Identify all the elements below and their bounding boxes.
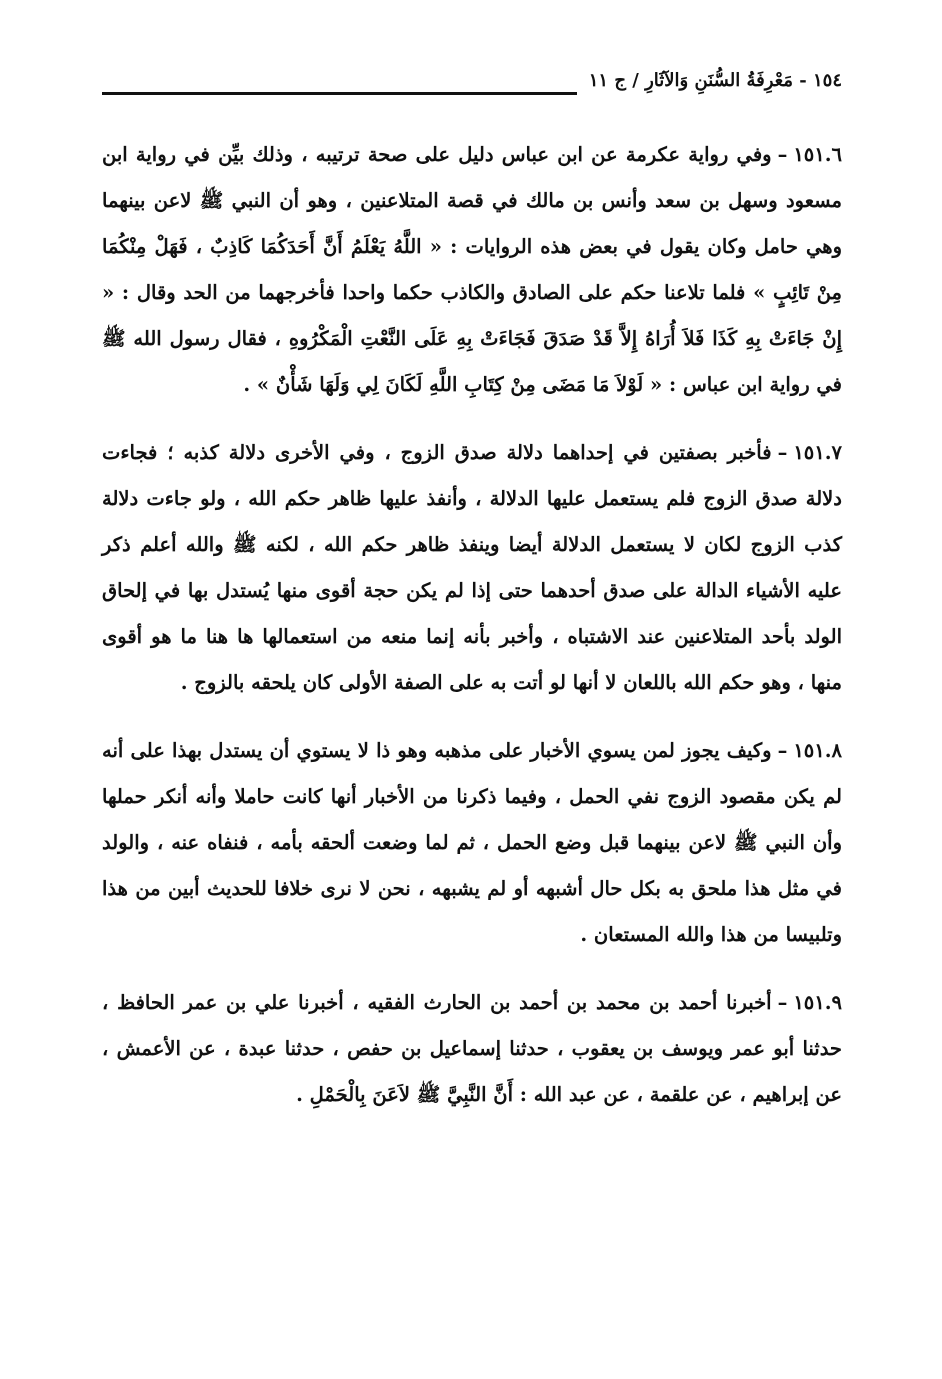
paragraph-number: ١٥١.٨ [793,739,842,762]
paragraph-number: ١٥١.٩ [793,991,842,1014]
paragraph-151-8 [102,728,842,958]
paragraph-text: فأخبر بصفتين في إحداهما دلالة صدق الزوج ، وفي الأخرى دلالة كذبه ؛ فجاءت دلالة صدق الزوج فلم يستعمل عليها الدلالة ، وأنفذ عليها ظاهر حكم الله ، ولو جاءت دلالة كذب الزوج لكان لا يستعمل الدلالة أيضا وينفذ ظاهر حكم الله ، لكنه ﷺ والله أعلم ذكر عليه الأشياء الدالة على صدق أحدهما حتى إذا لم يكن حجة أقوى منها يُستدل بها في إلحاق الولد بأحد المتلاعنين عند الاشتباه ، وأخبر بأنه إنما منعه من استعمالها ها هنا ما هو أقوى منها ، وهو حكم الله باللعان لا أنها لو أتت به على الصفة الأولى كان يلحقه بالزوج . [102,441,842,694]
paragraph-number: ١٥١.٦ [793,143,842,166]
paragraph-dash: – [777,441,788,464]
page-header [102,70,842,102]
paragraph-dash: – [777,143,788,166]
paragraph-text: وكيف يجوز لمن يسوي الأخبار على مذهبه وهو ذا لا يستوي أن يستدل بهذا على أنه لم يكن مقصود الزوج نفي الحمل ، وفيما ذكرنا من الأخبار أنها كانت حاملا وأنه أنكر حملها وأن النبي ﷺ لاعن بينهما قبل وضع الحمل ، ثم لما وضعت ألحقه بأمه ، فنفاه عنه ، والولد في مثل هذا ملحق به بكل حال أشبهه أو لم يشبهه ، نحن لا نرى خلافا للحديث أبين من هذا وتلبيسا من هذا والله المستعان . [102,739,842,946]
paragraph-text: وفي رواية عكرمة عن ابن عباس دليل على صحة ترتيبه ، وذلك بيِّن في رواية ابن مسعود وسهل بن سعد وأنس بن مالك في قصة المتلاعنين ، وهو أن النبي ﷺ لاعن بينهما وهي حامل وكان يقول في بعض هذه الروايات : « اللَّهُ يَعْلَمُ أَنَّ أَحَدَكُمَا كَاذِبٌ ، فَهَلْ مِنْكُمَا مِنْ تَائِبٍ » فلما تلاعنا حكم على الصادق والكاذب حكما واحدا فأخرجهما من الحد وقال : « إِنْ جَاءَتْ بِهِ كَذَا فَلاَ أُرَاهُ إِلاَّ قَدْ صَدَقَ فَجَاءَتْ بِهِ عَلَى النَّعْتِ الْمَكْرُوهِ ، فقال رسول الله ﷺ في رواية ابن عباس : « لَوْلاَ مَا مَضَى مِنْ كِتَابِ اللَّهِ لَكَانَ لِي وَلَهَا شَأْنٌ » . [102,143,842,396]
paragraph-dash: – [777,739,788,762]
paragraph-number: ١٥١.٧ [793,441,842,464]
paragraph-151-6 [102,132,842,408]
header-rule [102,92,577,95]
paragraph-dash: – [777,991,788,1014]
paragraph-151-9 [102,980,842,1118]
page-body [102,132,842,1140]
paragraph-text: أخبرنا أحمد بن محمد بن أحمد بن الحارث الفقيه ، أخبرنا علي بن عمر الحافظ ، حدثنا أبو عمر ويوسف بن يعقوب ، حدثنا إسماعيل بن حفص ، حدثنا عبدة ، عن الأعمش ، عن إبراهيم ، عن علقمة ، عن عبد الله : أَنَّ النَّبِيَّ ﷺ لاَعَنَ بِالْحَمْلِ . [102,991,842,1106]
running-header: ١٥٤ - مَعْرِفَةُ السُّنَنِ وَالآثَارِ / ج ١١ [588,70,842,91]
paragraph-151-7 [102,430,842,706]
